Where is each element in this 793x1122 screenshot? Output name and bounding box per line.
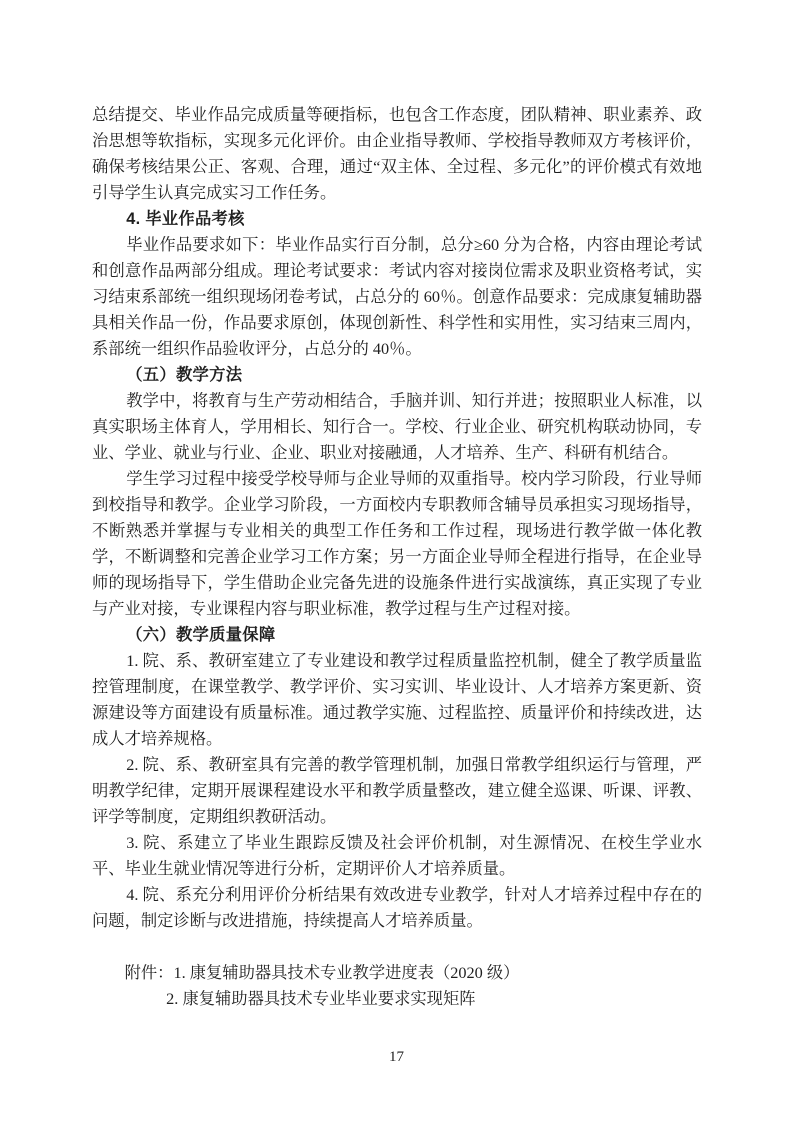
body-paragraph-teaching-methods-2: 学生学习过程中接受学校导师与企业导师的双重指导。校内学习阶段，行业导师到校指导和教学。企业学习阶段，一方面校内专职教师含辅导员承担实习现场指导，不断熟悉并掌握与专业相关的典型工作任务和工作过程，现场进行教学做一体化教学，不断调整和完善企业学习工作方案；另一方面企业导师全程进行指导，在企业导师的现场指导下，学生借助企业完备先进的设施条件进行实战演练，真正实现了专业与产业对接，专业课程内容与职业标准，教学过程与生产过程对接。 bbox=[92, 469, 702, 618]
body-paragraph-quality-item-2: 2. 院、系、教研室具有完善的教学管理机制，加强日常教学组织运行与管理，严明教学纪律，定期开展课程建设水平和教学质量整改，建立健全巡课、听课、评教、评学等制度，定期组织教研活动。 bbox=[92, 755, 702, 826]
section-heading-teaching-quality-assurance: （六）教学质量保障 bbox=[126, 626, 276, 644]
section-heading-graduation-work-assessment: 4. 毕业作品考核 bbox=[126, 210, 245, 228]
attachments-block bbox=[92, 960, 702, 1012]
body-paragraph-quality-item-1: 1. 院、系、教研室建立了专业建设和教学过程质量监控机制，健全了教学质量监控管理制度，在课堂教学、教学评价、实习实训、毕业设计、人才培养方案更新、资源建设等方面建设有质量标准。通过教学实施、过程监控、质量评价和持续改进，达成人才培养规格。 bbox=[92, 651, 702, 748]
body-paragraph-teaching-methods-1: 教学中，将教育与生产劳动相结合，手脑并训、知行并进；按照职业人标准，以真实职场主体育人，学用相长、知行合一。学校、行业企业、研究机构联动协同，专业、学业、就业与行业、企业、职业对接融通，人才培养、生产、科研有机结合。 bbox=[92, 391, 702, 462]
body-paragraph-continuation: 总结提交、毕业作品完成质量等硬指标，也包含工作态度，团队精神、职业素养、政治思想等软指标，实现多元化评价。由企业指导教师、学校指导教师双方考核评价，确保考核结果公正、客观、合理，通过“双主体、全过程、多元化”的评价模式有效地引导学生认真完成实习工作任务。 bbox=[92, 105, 702, 202]
document-body bbox=[92, 102, 702, 1012]
attachment-line-1: 附件：1. 康复辅助器具技术专业教学进度表（2020 级） bbox=[124, 963, 520, 982]
attachment-line-2: 2. 康复辅助器具技术专业毕业要求实现矩阵 bbox=[166, 989, 476, 1008]
section-heading-teaching-methods: （五）教学方法 bbox=[126, 366, 243, 384]
body-paragraph-graduation-work-requirements: 毕业作品要求如下：毕业作品实行百分制，总分≥60 分为合格，内容由理论考试和创意作品两部分组成。理论考试要求：考试内容对接岗位需求及职业资格考试，实习结束系部统一组织现场闭卷考试，占总分的 60％。创意作品要求：完成康复辅助器具相关作品一份，作品要求原创，体现创新性、科学性和实用性，实习结束三周内，系部统一组织作品验收评分，占总分的 40％。 bbox=[92, 235, 702, 358]
page-number: 17 bbox=[389, 1049, 404, 1065]
body-paragraph-quality-item-4: 4. 院、系充分利用评价分析结果有效改进专业教学，针对人才培养过程中存在的问题，制定诊断与改进措施，持续提高人才培养质量。 bbox=[92, 885, 702, 930]
body-paragraph-quality-item-3: 3. 院、系建立了毕业生跟踪反馈及社会评价机制，对生源情况、在校生学业水平、毕业生就业情况等进行分析，定期评价人才培养质量。 bbox=[92, 833, 702, 878]
